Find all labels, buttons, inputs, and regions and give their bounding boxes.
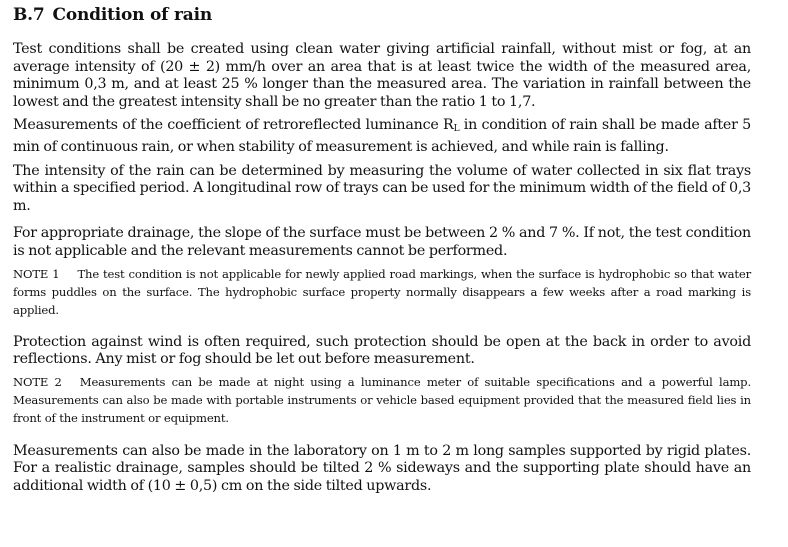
note-1-label: NOTE 1 bbox=[13, 266, 60, 281]
section-number: B.7 bbox=[13, 5, 45, 25]
paragraph-measurement-timing-start: Measurements of the coefficient of retroreflected luminance R bbox=[13, 117, 454, 134]
note-2-label: NOTE 2 bbox=[13, 374, 62, 389]
paragraph-test-conditions: Test conditions shall be created using clean water giving artificial rainfall, without mist or fog, at an average intensity of (20 ± 2) mm/h over an area that is at least twice the width of the measured area, minimum 0,3 m, and at least 25 % longer than the measured area. The variation in rainfall between the lowest and the greatest intensity shall be no greater than the ratio 1 to 1,7. bbox=[13, 41, 751, 110]
note-1 bbox=[13, 265, 751, 319]
paragraph-measurement-timing-end: in condition of rain shall be made after 5 min of continuous rain, or when stability of measurement is achieved, and while rain is falling. bbox=[13, 117, 751, 155]
note-2-text: Measurements can be made at night using a luminance meter of suitable specifications and a powerful lamp. Measurements can also be made with portable instruments or vehicle based equipment provided that the measured field lies in front of the instrument or equipment. bbox=[13, 374, 751, 425]
paragraph-wind-protection: Protection against wind is often required, such protection should be open at the back in order to avoid reflections. Any mist or fog should be let out before measurement. bbox=[13, 333, 751, 368]
paragraph-drainage-slope: For appropriate drainage, the slope of the surface must be between 2 % and 7 %. If not, the test condition is not applicable and the relevant measurements cannot be performed. bbox=[13, 225, 751, 259]
note-1-text: The test condition is not applicable for newly applied road markings, when the surface is hydrophobic so that water forms puddles on the surface. The hydrophobic surface property normally disappears a few weeks after a road marking is applied. bbox=[13, 266, 751, 317]
document-page bbox=[13, 0, 751, 496]
luminance-subscript: L bbox=[453, 124, 460, 135]
paragraph-measurement-timing bbox=[13, 117, 751, 156]
section-heading bbox=[13, 4, 751, 26]
paragraph-rain-intensity: The intensity of the rain can be determined by measuring the volume of water collected in six flat trays within a specified period. A longitudinal row of trays can be used for the minimum width of the field of 0,3 m. bbox=[13, 162, 751, 214]
note-2 bbox=[13, 373, 751, 427]
section-title: Condition of rain bbox=[52, 5, 212, 25]
paragraph-laboratory-measurements: Measurements can also be made in the laboratory on 1 m to 2 m long samples supported by rigid plates. For a realistic drainage, samples should be tilted 2 % sideways and the supporting plate should have an additional width of (10 ± 0,5) cm on the side tilted upwards. bbox=[13, 442, 751, 494]
